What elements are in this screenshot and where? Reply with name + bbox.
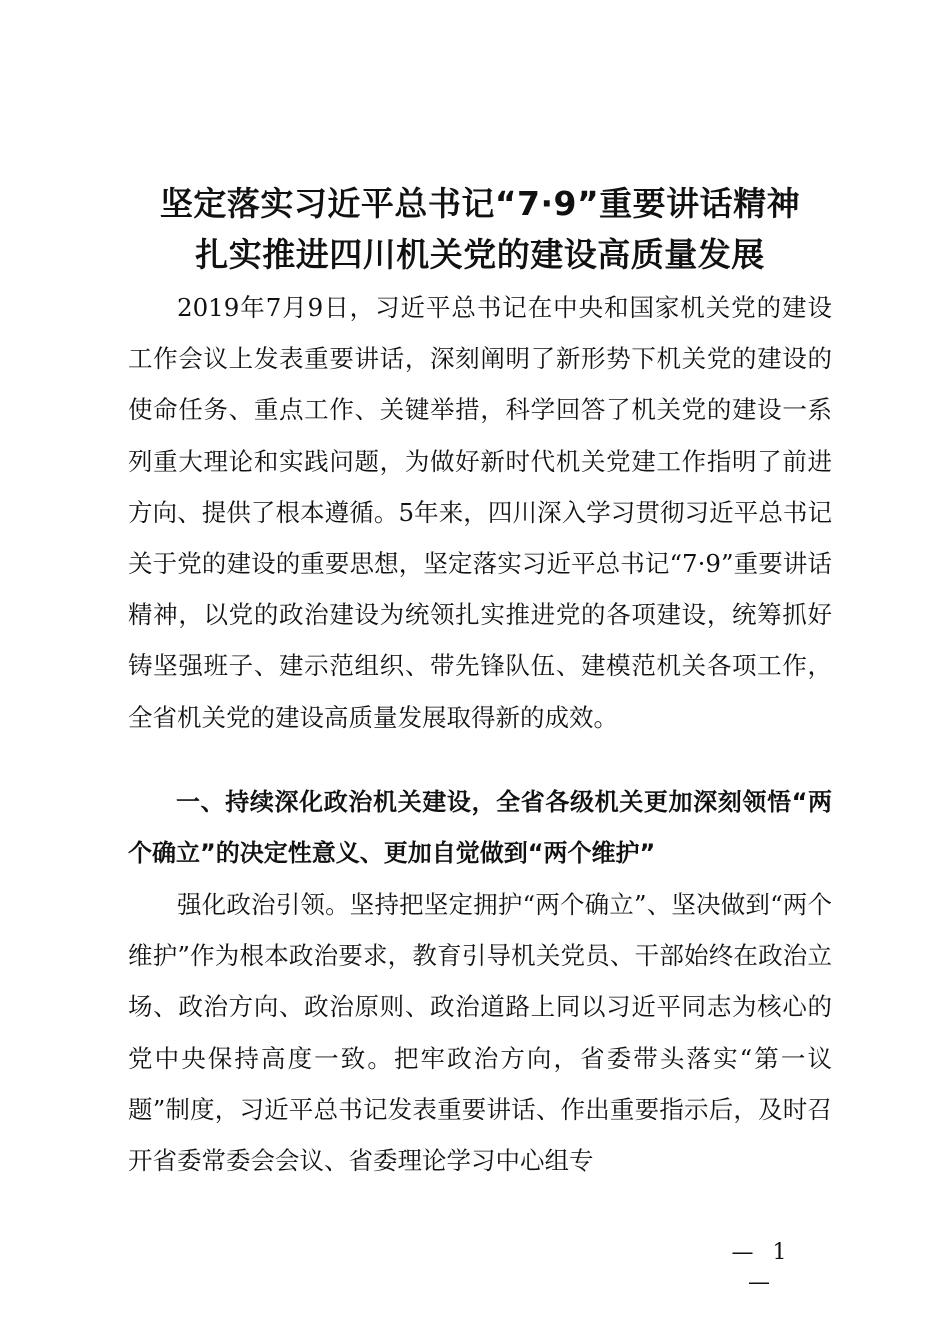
- paragraph-intro: 2019年7月9日，习近平总书记在中央和国家机关党的建设工作会议上发表重要讲话，深刻阐明了新形势下机关党的建设的使命任务、重点工作、关键举措，科学回答了机关党的建设一系列重大理论和实践问题，为做好新时代机关党建工作指明了前进方向、提供了根本遵循。5年来，四川深入学习贯彻习近平总书记关于党的建设的重要思想，坚定落实习近平总书记“7·9”重要讲话精神，以党的政治建设为统领扎实推进党的各项建设，统筹抓好铸坚强班子、建示范组织、带先锋队伍、建模范机关各项工作，全省机关党的建设高质量发展取得新的成效。: [128, 293, 832, 732]
- document-title: [120, 178, 840, 280]
- title-line-2: 扎实推进四川机关党的建设高质量发展: [195, 235, 765, 274]
- section-heading-1: 一、持续深化政治机关建设，全省各级机关更加深刻领悟“两个确立”的决定性意义、更加自觉做到“两个维护”: [128, 788, 832, 868]
- paragraph-political-leadership: 强化政治引领。坚持把坚定拥护“两个确立”、坚决做到“两个维护”作为根本政治要求，教育引导机关党员、干部始终在政治立场、政治方向、政治原则、政治道路上同以习近平同志为核心的党中央保持高度一致。把牢政治方向，省委带头落实“第一议题”制度，习近平总书记发表重要讲话、作出重要指示后，及时召开省委常委会会议、省委理论学习中心组专: [128, 890, 832, 1176]
- page-number: — 1 —: [731, 1240, 793, 1295]
- title-line-1: 坚定落实习近平总书记“7·9”重要讲话精神: [159, 184, 801, 223]
